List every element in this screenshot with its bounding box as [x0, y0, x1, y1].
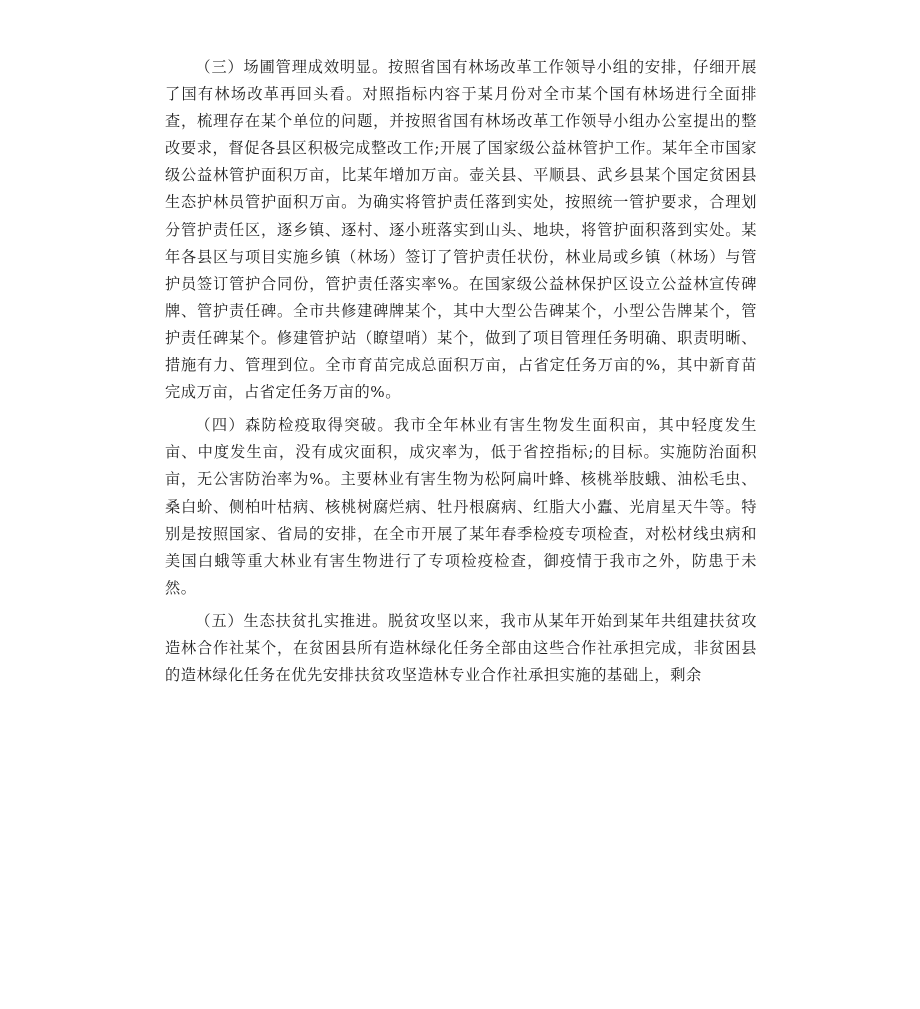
- paragraph-nursery-management: （三）场圃管理成效明显。按照省国有林场改革工作领导小组的安排，仔细开展了国有林场改革再回头看。对照指标内容于某月份对全市某个国有林场进行全面排查，梳理存在某个单位的问题，并按照省国有林场改革工作领导小组办公室提出的整改要求，督促各县区积极完成整改工作;开展了国家级公益林管护工作。某年全市国家级公益林管护面积万亩，比某年增加万亩。壶关县、平顺县、武乡县某个国定贫困县生态护林员管护面积万亩。为确实将管护责任落到实处，按照统一管护要求，合理划分管护责任区，逐乡镇、逐村、逐小班落实到山头、地块，将管护面积落到实处。某年各县区与项目实施乡镇（林场）签订了管护责任状份，林业局或乡镇（林场）与管护员签订管护合同份，管护责任落实率%。在国家级公益林保护区设立公益林宣传碑牌、管护责任碑。全市共修建碑牌某个，其中大型公告碑某个，小型公告牌某个，管护责任碑某个。修建管护站（瞭望哨）某个，做到了项目管理任务明确、职责明晰、措施有力、管理到位。全市育苗完成总面积万亩，占省定任务万亩的%，其中新育苗完成万亩，占省定任务万亩的%。: [165, 58, 757, 402]
- paragraph-ecological-poverty-alleviation: （五）生态扶贫扎实推进。脱贫攻坚以来，我市从某年开始到某年共组建扶贫攻造林合作社某个，在贫困县所有造林绿化任务全部由这些合作社承担完成，非贫困县的造林绿化任务在优先安排扶贫攻坚造林专业合作社承担实施的基础上，剩余: [165, 611, 757, 685]
- paragraph-forest-pest-quarantine: （四）森防检疫取得突破。我市全年林业有害生物发生面积亩，其中轻度发生亩、中度发生亩，没有成灾面积，成灾率为，低于省控指标;的目标。实施防治面积亩，无公害防治率为%。主要林业有害生物为松阿扁叶蜂、核桃举肢蛾、油松毛虫、桑白蚧、侧柏叶枯病、核桃树腐烂病、牡丹根腐病、红脂大小蠹、光肩星天牛等。特别是按照国家、省局的安排，在全市开展了某年春季检疫专项检查，对松材线虫病和美国白蛾等重大林业有害生物进行了专项检疫检查，御疫情于我市之外，防患于未然。: [165, 416, 757, 597]
- document-page: [165, 54, 757, 689]
